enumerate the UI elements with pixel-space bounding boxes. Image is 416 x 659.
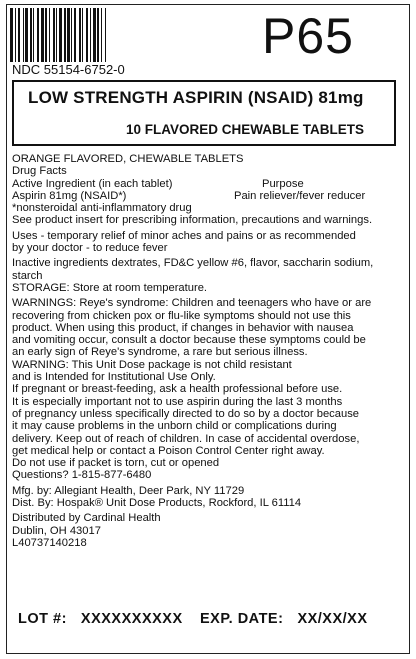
lot-label: LOT #: bbox=[18, 611, 67, 627]
warning-line: Questions? 1-815-877-6480 bbox=[12, 469, 152, 482]
exp-value: XX/XX/XX bbox=[297, 611, 368, 627]
uses-line: by your doctor - to reduce fever bbox=[12, 242, 168, 255]
tablet-count: 10 FLAVORED CHEWABLE TABLETS bbox=[126, 122, 365, 137]
warning-line: and is Intended for Institutional Use Only. bbox=[12, 371, 216, 384]
uses-line: Uses - temporary relief of minor aches and pains or as recommended bbox=[12, 229, 356, 242]
active-ingredient-heading: Active Ingredient (in each tablet) bbox=[12, 177, 173, 190]
flavor-line: ORANGE FLAVORED, CHEWABLE TABLETS bbox=[12, 153, 244, 165]
warning-line: delivery. Keep out of reach of children. In case of accidental overdose, bbox=[12, 432, 360, 445]
warning-line: WARNING: This Unit Dose package is not child resistant bbox=[12, 358, 292, 371]
distributed-by-line: Distributed by Cardinal Health bbox=[12, 512, 161, 525]
purpose-heading: Purpose bbox=[262, 177, 304, 190]
inactive-line: Inactive ingredients dextrates, FD&C yellow #6, flavor, saccharin sodium, bbox=[12, 257, 374, 270]
nsaid-note: *nonsteroidal anti-inflammatory drug bbox=[12, 202, 192, 215]
warning-line: and vomiting occur, consult a doctor because these symptoms could be bbox=[12, 334, 366, 347]
warning-line: of pregnancy unless specifically directed to do so by a doctor because bbox=[12, 407, 360, 420]
product-name: LOW STRENGTH ASPIRIN (NSAID) 81mg bbox=[28, 88, 364, 107]
distributed-by-section bbox=[12, 512, 404, 549]
warning-line: recovering from chicken pox or flu-like symptoms should not use this bbox=[12, 309, 351, 322]
barcode bbox=[10, 8, 210, 62]
ndc-number: NDC 55154-6752-0 bbox=[12, 62, 125, 77]
warnings-section bbox=[12, 297, 404, 481]
lot-value: XXXXXXXXXX bbox=[80, 611, 183, 627]
see-insert-line: See product insert for prescribing information, precautions and warnings. bbox=[12, 214, 373, 227]
manufacturer-section bbox=[12, 485, 404, 510]
warning-line: product. When using this product, if changes in behavior with nausea bbox=[12, 321, 354, 334]
distributor-line: Dist. By: Hospak® Unit Dose Products, Rockford, IL 61114 bbox=[12, 497, 302, 510]
active-heading-row bbox=[12, 178, 404, 190]
storage-line: STORAGE: Store at room temperature. bbox=[12, 281, 208, 294]
warning-line: an early sign of Reye's syndrome, a rare but serious illness. bbox=[12, 346, 308, 359]
inactive-section bbox=[12, 257, 404, 282]
warning-line: Do not use if packet is torn, cut or opened bbox=[12, 457, 220, 470]
manufacturer-line: Mfg. by: Allegiant Health, Deer Park, NY 11729 bbox=[12, 484, 245, 497]
expiration-date bbox=[200, 611, 368, 627]
inactive-line: starch bbox=[12, 269, 43, 282]
drug-facts-heading: Drug Facts bbox=[12, 165, 67, 178]
lot-number bbox=[18, 611, 183, 627]
purpose-value: Pain reliever/fever reducer bbox=[234, 189, 366, 202]
active-ingredient-value: Aspirin 81mg (NSAID*) bbox=[12, 189, 127, 202]
distributor-address: Dublin, OH 43017 bbox=[12, 524, 101, 537]
warning-line: If pregnant or breast-feeding, ask a health professional before use. bbox=[12, 383, 343, 396]
warning-line: WARNINGS: Reye's syndrome: Children and teenagers who have or are bbox=[12, 297, 372, 310]
warning-line: It is especially important not to use aspirin during the last 3 months bbox=[12, 395, 343, 408]
warning-line: it may cause problems in the unborn child or complications during bbox=[12, 420, 337, 433]
product-title-box bbox=[12, 80, 396, 146]
label-body bbox=[12, 153, 404, 549]
uses-section bbox=[12, 230, 404, 255]
product-code: P65 bbox=[262, 8, 354, 64]
active-value-row bbox=[12, 190, 404, 202]
distributor-code: L40737140218 bbox=[12, 536, 87, 549]
exp-label: EXP. DATE: bbox=[200, 611, 284, 627]
warning-line: get medical help or contact a Poison Control Center right away. bbox=[12, 444, 325, 457]
